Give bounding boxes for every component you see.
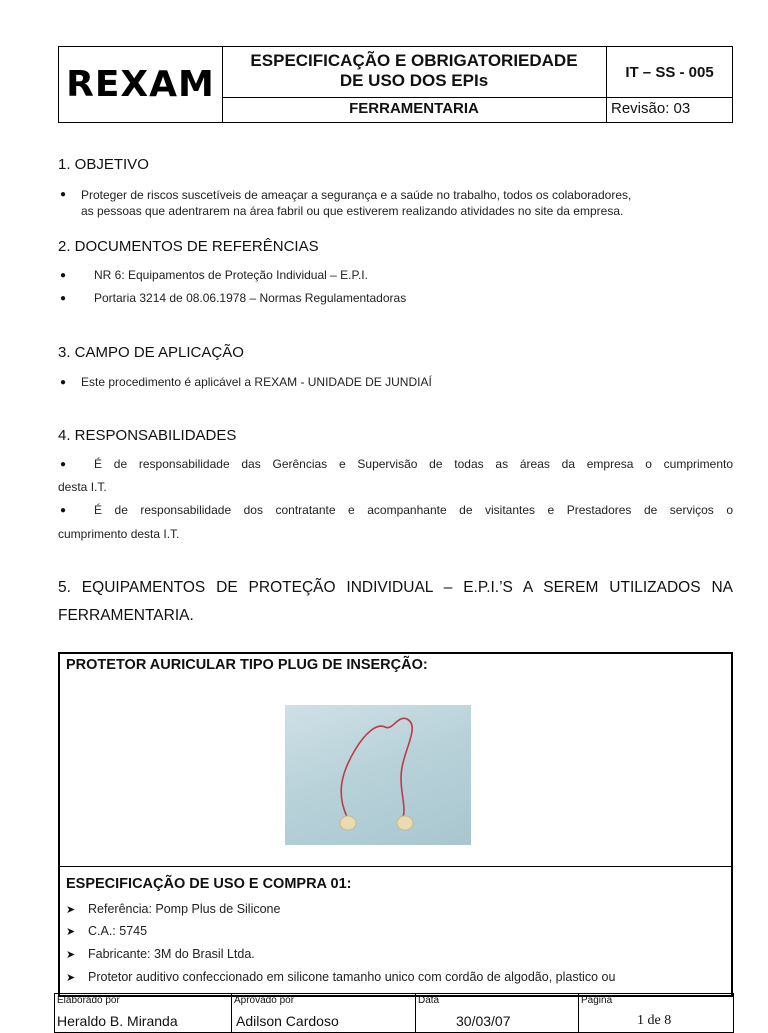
section-1-bullet-line-2: as pessoas que adentrarem na área fabril ou que estiverem realizando atividades no site da empresa. [81, 204, 624, 218]
spec-item: Protetor auditivo confeccionado em silicone tamanho unico com cordão de algodão, plastico ou [88, 970, 616, 984]
section-5-heading-line-1: 5. EQUIPAMENTOS DE PROTEÇÃO INDIVIDUAL – E.P.I.’S A SEREM UTILIZADOS NA [58, 579, 733, 596]
box-divider [60, 866, 731, 867]
bullet-icon: ● [60, 377, 67, 388]
section-4-item-2-line-2: cumprimento desta I.T. [58, 527, 180, 541]
spec-item: C.A.: 5745 [88, 924, 148, 938]
spec-item: Referência: Pomp Plus de Silicone [88, 902, 281, 916]
arrow-bullet-icon: ➤ [66, 972, 76, 984]
section-4-item-2-line-1: É de responsabilidade dos contratante e acompanhante de visitantes e Prestadores de serviços o [94, 503, 733, 517]
spec-item: Fabricante: 3M do Brasil Ltda. [88, 947, 255, 961]
logo-cell [59, 47, 223, 122]
section-2-item: Portaria 3214 de 08.06.1978 – Normas Regulamentadoras [94, 291, 407, 305]
footer-label: Página [581, 995, 613, 1006]
section-2-heading: 2. DOCUMENTOS DE REFERÊNCIAS [58, 238, 319, 255]
rexam-logo: REXAM [66, 64, 215, 105]
footer-pagina [579, 994, 733, 1032]
footer-value: 30/03/07 [456, 1013, 511, 1029]
section-4-item-1-line-1: É de responsabilidade das Gerências e Supervisão de todas as áreas da empresa o cumprimento [94, 457, 733, 471]
earplug-photo [285, 705, 471, 845]
bullet-icon: ● [60, 293, 67, 304]
section-3-heading: 3. CAMPO DE APLICAÇÃO [58, 344, 244, 361]
arrow-bullet-icon: ➤ [66, 904, 76, 916]
arrow-bullet-icon: ➤ [66, 949, 76, 961]
section-4-item-1-line-2: desta I.T. [58, 480, 107, 494]
bullet-icon: ● [60, 459, 67, 470]
title-line-1: ESPECIFICAÇÃO E OBRIGATORIEDADE [250, 51, 578, 70]
footer-value: 1 de 8 [637, 1013, 672, 1028]
section-5-heading-line-2: FERRAMENTARIA. [58, 607, 194, 624]
document-header [58, 46, 733, 123]
arrow-bullet-icon: ➤ [66, 926, 76, 938]
epi-box-title: PROTETOR AURICULAR TIPO PLUG DE INSERÇÃO: [66, 657, 428, 673]
footer-data [416, 994, 579, 1032]
footer-label: Data [418, 995, 440, 1006]
footer-value: Adilson Cardoso [236, 1013, 339, 1029]
document-footer [54, 993, 734, 1033]
footer-value: Heraldo B. Miranda [57, 1013, 178, 1029]
document-subtitle: FERRAMENTARIA [222, 98, 607, 122]
section-1-heading: 1. OBJETIVO [58, 156, 149, 173]
footer-elaborado [55, 994, 232, 1032]
footer-label: Elaborado por [57, 995, 120, 1006]
footer-label: Aprovado por [234, 995, 295, 1006]
earplug-illustration [285, 705, 471, 845]
bullet-icon: ● [60, 189, 67, 200]
spec-title: ESPECIFICAÇÃO DE USO E COMPRA 01: [66, 876, 352, 892]
bullet-icon: ● [60, 270, 67, 281]
document-revision: Revisão: 03 [611, 100, 691, 117]
section-2-item: NR 6: Equipamentos de Proteção Individual – E.P.I. [94, 268, 368, 282]
section-1-bullet-line-1: Proteger de riscos suscetíveis de ameaçar a segurança e a saúde no trabalho, todos os colaboradores, [81, 188, 632, 202]
section-4-heading: 4. RESPONSABILIDADES [58, 427, 237, 444]
bullet-icon: ● [60, 505, 67, 516]
footer-aprovado [232, 994, 416, 1032]
section-3-item: Este procedimento é aplicável a REXAM - UNIDADE DE JUNDIAÍ [81, 375, 432, 389]
document-title [222, 47, 607, 98]
document-code: IT – SS - 005 [607, 47, 732, 98]
title-line-2: DE USO DOS EPIs [339, 71, 489, 90]
